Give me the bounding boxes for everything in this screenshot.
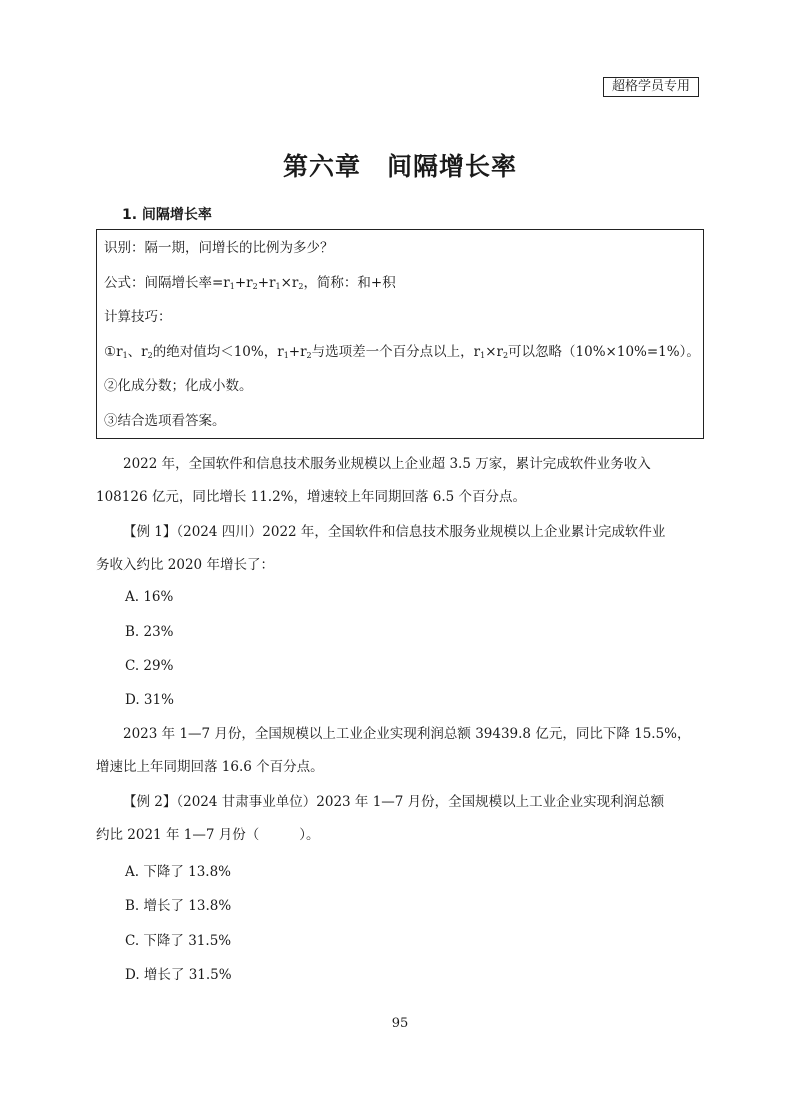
identify-line: 识别：隔一期，问增长的比例为多少？ bbox=[104, 240, 334, 256]
tip-line-1: $①r_1$、$r_2$的绝对值均＜10%，$r_1+r_2$与选项差一个百分点以上，$r_1\times r_2$可以忽略（10%×10%=1%）。 bbox=[104, 343, 700, 360]
example-1-option-b: B. 23% bbox=[125, 624, 174, 640]
paragraph-industry: 2023 年 1—7 月份，全国规模以上工业企业实现利润总额 39439.8 亿元，同比下降 15.5%， 增速比上年同期回落 16.6 个百分点。 bbox=[96, 726, 691, 775]
skills-title: 计算技巧： bbox=[104, 309, 172, 325]
page-number: 95 bbox=[391, 1016, 409, 1031]
paragraph-software: 2022 年，全国软件和信息技术服务业规模以上企业超 3.5 万家，累计完成软件业务收入 108126 亿元，同比增长 11.2%，增速较上年同期回落 6.5 个百分点。 bbox=[96, 456, 651, 505]
formula-box bbox=[96, 229, 704, 439]
example-1-option-c: C. 29% bbox=[125, 658, 174, 674]
student-only-badge: 超格学员专用 bbox=[603, 77, 699, 97]
example-1-question: 【例 1】（2024 四川）2022 年，全国软件和信息技术服务业规模以上企业累计完成软件业 务收入约比 2020 年增长了： bbox=[96, 524, 666, 573]
tip-line-2: ②化成分数；化成小数。 bbox=[104, 378, 253, 394]
example-2-option-d: D. 增长了 31.5% bbox=[125, 967, 232, 983]
example-2-option-a: A. 下降了 13.8% bbox=[125, 864, 232, 880]
example-1-option-a: A. 16% bbox=[125, 589, 174, 605]
example-1-option-d: D. 31% bbox=[125, 692, 174, 708]
chapter-name: 间隔增长率 bbox=[387, 152, 518, 181]
formula-line: 公式：间隔增长率$=r_1+r_2+r_1\times r_2$，简称：和+积 bbox=[104, 274, 396, 291]
example-2-option-b: B. 增长了 13.8% bbox=[125, 898, 232, 914]
section-heading: 1. 间隔增长率 bbox=[122, 207, 212, 223]
chapter-number: 第六章 bbox=[282, 152, 361, 181]
tip-line-3: ③结合选项看答案。 bbox=[104, 412, 226, 429]
example-2-question: 【例 2】（2024 甘肃事业单位）2023 年 1—7 月份，全国规模以上工业企业实现利润总额 约比 2021 年 1—7 月份（ ）。 bbox=[96, 794, 665, 843]
example-2-option-c: C. 下降了 31.5% bbox=[125, 933, 232, 949]
chapter-title bbox=[0, 147, 800, 183]
